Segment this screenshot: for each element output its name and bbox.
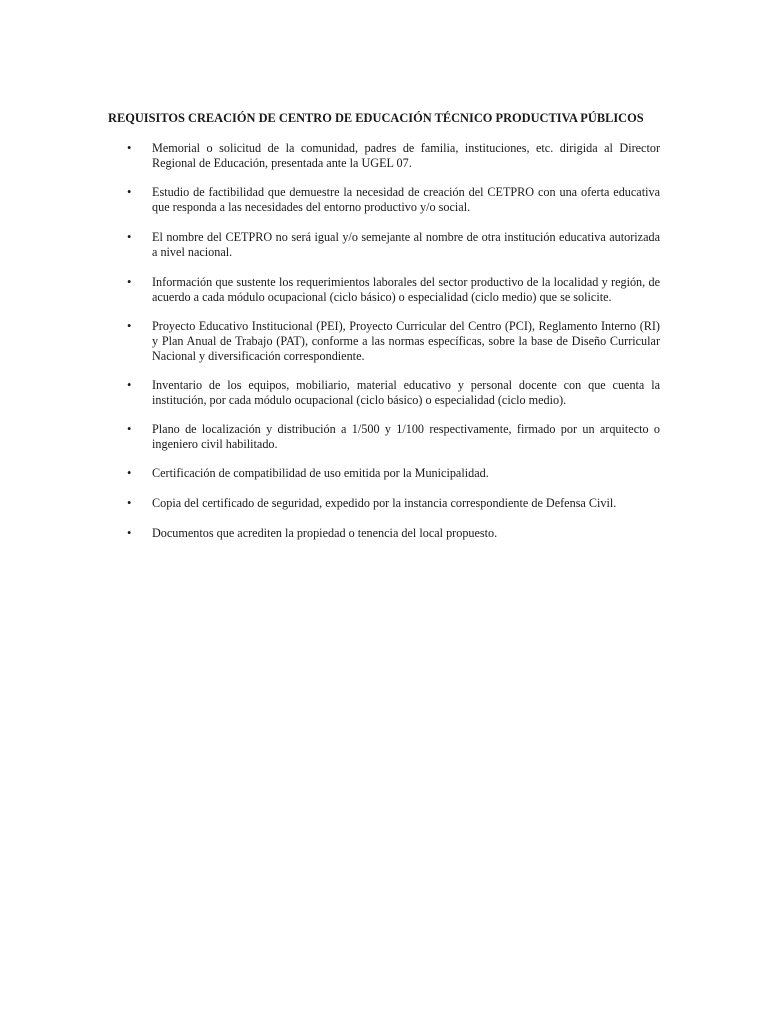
requirement-text: Documentos que acrediten la propiedad o tenencia del local propuesto. <box>152 526 498 540</box>
requirement-text: Plano de localización y distribución a 1/500 y 1/100 respectivamente, firmado por un arquitecto o ingeniero civil habilitado. <box>152 422 660 451</box>
requirement-text: Estudio de factibilidad que demuestre la necesidad de creación del CETPRO con una oferta educativa que responda a las necesidades del entorno productivo y/o social. <box>152 185 660 214</box>
bullet-icon: • <box>127 275 132 289</box>
bullet-icon: • <box>127 319 132 333</box>
bullet-icon: • <box>127 422 132 436</box>
requirement-text: El nombre del CETPRO no será igual y/o semejante al nombre de otra institución educativa autorizada a nivel nacional. <box>152 230 660 259</box>
bullet-icon: • <box>127 378 132 392</box>
document-title: REQUISITOS CREACIÓN DE CENTRO DE EDUCACIÓN TÉCNICO PRODUCTIVA PÚBLICOS <box>108 111 644 125</box>
bullet-icon: • <box>127 496 132 510</box>
bullet-icon: • <box>127 526 132 540</box>
bullet-icon: • <box>127 141 132 155</box>
requirement-text: Certificación de compatibilidad de uso emitida por la Municipalidad. <box>152 466 489 480</box>
requirement-text: Memorial o solicitud de la comunidad, padres de familia, instituciones, etc. dirigida al Director Regional de Educación, presentada ante la UGEL 07. <box>152 141 660 170</box>
bullet-icon: • <box>127 230 132 244</box>
requirement-text: Copia del certificado de seguridad, expedido por la instancia correspondiente de Defensa Civil. <box>152 496 617 510</box>
bullet-icon: • <box>127 466 132 480</box>
requirement-text: Inventario de los equipos, mobiliario, material educativo y personal docente con que cuenta la institución, por cada módulo ocupacional (ciclo básico) o especialidad (ciclo medio). <box>152 378 660 407</box>
requirement-text: Proyecto Educativo Institucional (PEI), Proyecto Curricular del Centro (PCI), Reglamento Interno (RI) y Plan Anual de Trabajo (PAT), conforme a las normas específicas, sobre la base de Diseño Curricular Nacional y diversificación correspondiente. <box>152 319 660 363</box>
bullet-icon: • <box>127 185 132 199</box>
requirement-text: Información que sustente los requerimientos laborales del sector productivo de la localidad y región, de acuerdo a cada módulo ocupacional (ciclo básico) o especialidad (ciclo medio) que se solicite. <box>152 275 660 304</box>
